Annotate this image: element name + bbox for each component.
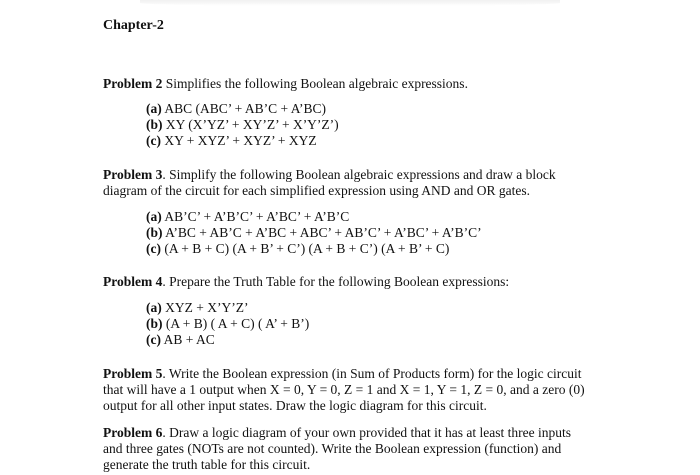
item-label: (c) (146, 133, 161, 148)
problem-text: Simplifies the following Boolean algebraic expressions. (162, 76, 468, 91)
problem-label: Problem 3 (103, 167, 163, 182)
problem-3-item-c (146, 241, 449, 257)
problem-4-item-c (146, 332, 215, 348)
item-label: (a) (146, 300, 162, 315)
item-label: (c) (146, 332, 161, 347)
problem-4-item-b (146, 316, 309, 332)
problem-text: . Simplify the following Boolean algebraic expressions and draw a block (162, 167, 556, 182)
problem-4-statement (103, 274, 509, 290)
problem-text: . Draw a logic diagram of your own provided that it has at least three inputs (162, 425, 572, 440)
problem-2-item-a (146, 101, 326, 117)
item-expression: XY + XYZ’ + XYZ’ + XYZ (164, 133, 317, 148)
problem-label: Problem 5 (103, 366, 163, 381)
problem-label: Problem 2 (103, 76, 163, 91)
problem-2-item-b (146, 117, 339, 133)
problem-2-statement (103, 76, 468, 92)
item-expression: AB + AC (163, 332, 215, 347)
problem-label: Problem 4 (103, 274, 163, 289)
problem-4-item-a (146, 300, 248, 316)
problem-5-statement-line-2: that will have a 1 output when X = 0, Y = 0, Z = 1 and X = 1, Y = 1, Z = 0, and a zero (0) (103, 382, 585, 397)
chapter-title: Chapter-2 (103, 18, 164, 33)
problem-6-statement-line-3: generate the truth table for this circuit. (103, 457, 311, 472)
item-expression: ABC (ABC’ + AB’C + A’BC) (164, 101, 327, 116)
item-expression: AB’C’ + A’B’C’ + A’BC’ + A’B’C (164, 209, 350, 224)
item-label: (b) (146, 316, 163, 331)
item-expression: A’BC + AB’C + A’BC + ABC’ + AB’C’ + A’BC’ + A’B’C’ (165, 225, 482, 240)
item-expression: (A + B + C) (A + B’ + C’) (A + B + C’) (A + B’ + C) (164, 241, 450, 256)
problem-label: Problem 6 (103, 425, 163, 440)
problem-text: . Write the Boolean expression (in Sum of Products form) for the logic circuit (162, 366, 582, 381)
page-edge-shadow (140, 0, 560, 6)
problem-3-statement (103, 167, 556, 183)
item-expression: XYZ + X’Y’Z’ (165, 300, 249, 315)
problem-3-item-a (146, 209, 349, 225)
item-expression: XY (X’YZ’ + XY’Z’ + X’Y’Z’) (165, 117, 339, 132)
item-label: (c) (146, 241, 161, 256)
problem-text: . Prepare the Truth Table for the following Boolean expressions: (162, 274, 510, 289)
item-label: (b) (146, 117, 163, 132)
problem-3-statement-line-2: diagram of the circuit for each simplified expression using AND and OR gates. (103, 183, 531, 198)
item-label: (b) (146, 225, 163, 240)
problem-5-statement-line-3: output for all other input states. Draw the logic diagram for this circuit. (103, 398, 487, 413)
item-label: (a) (146, 101, 162, 116)
item-expression: (A + B) ( A + C) ( A’ + B’) (165, 316, 310, 331)
problem-3-item-b (146, 225, 482, 241)
problem-6-statement (103, 425, 571, 441)
item-label: (a) (146, 209, 162, 224)
problem-2-item-c (146, 133, 317, 149)
problem-6-statement-line-2: and three gates (NOTs are not counted). Write the Boolean expression (function) and (103, 441, 562, 456)
problem-5-statement (103, 366, 582, 382)
